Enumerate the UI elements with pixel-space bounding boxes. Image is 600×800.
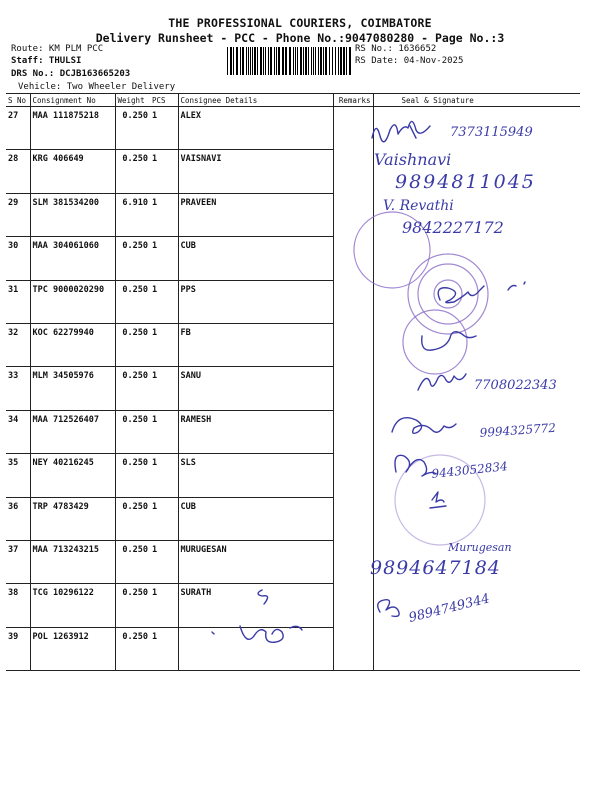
cell-pcs: 1: [150, 454, 178, 497]
cell-seal-signature: [373, 367, 580, 410]
table-row: [6, 584, 580, 627]
cell-weight: 0.250: [115, 237, 150, 280]
table-row: [6, 107, 580, 150]
cell-pcs: 1: [150, 584, 178, 627]
barcode-bar: [257, 47, 258, 75]
cell-sno: 39: [6, 627, 30, 670]
cell-remarks: [333, 497, 373, 540]
cell-consignee: VAISNAVI: [178, 150, 333, 193]
table-row: [6, 237, 580, 280]
document-subtitle: Delivery Runsheet - PCC - Phone No.:9047080280 - Page No.:3: [95, 31, 505, 45]
cell-consignee: PRAVEEN: [178, 193, 333, 236]
barcode-bar: [246, 47, 247, 75]
route-label: Route: KM PLM PCC: [11, 44, 104, 54]
barcode-bar: [311, 47, 312, 75]
cell-weight: 0.250: [115, 410, 150, 453]
col-header-remarks: Remarks: [333, 94, 373, 107]
table-row: [6, 367, 580, 410]
cell-consignment-no: MAA 713243215: [30, 540, 115, 583]
barcode-bar: [289, 47, 291, 75]
cell-remarks: [333, 367, 373, 410]
cell-remarks: [333, 107, 373, 150]
cell-consignment-no: MAA 304061060: [30, 237, 115, 280]
cell-consignment-no: MAA 111875218: [30, 107, 115, 150]
cell-seal-signature: [373, 323, 580, 366]
barcode-bar: [242, 47, 244, 75]
barcode-bar: [260, 47, 262, 75]
drs-number: DRS No.: DCJB163665203: [11, 69, 131, 79]
barcode-bar: [297, 47, 298, 75]
table-row: [6, 454, 580, 497]
cell-remarks: [333, 627, 373, 670]
cell-pcs: 1: [150, 410, 178, 453]
barcode-bar: [315, 47, 316, 75]
handwritten-phone-murugesan: 9894647184: [370, 557, 501, 579]
cell-seal-signature: [373, 280, 580, 323]
cell-remarks: [333, 454, 373, 497]
cell-pcs: 1: [150, 280, 178, 323]
col-header-consignee: Consignee Details: [178, 94, 333, 107]
barcode-bar: [325, 47, 327, 75]
barcode-bar: [268, 47, 269, 75]
cell-weight: 0.250: [115, 107, 150, 150]
handwritten-phone-alex: 7373115949: [450, 125, 533, 140]
cell-remarks: [333, 193, 373, 236]
vehicle-label: Vehicle: Two Wheeler Delivery: [18, 82, 176, 92]
barcode-bar: [300, 47, 302, 75]
cell-seal-signature: [373, 193, 580, 236]
cell-consignee: SANU: [178, 367, 333, 410]
cell-sno: 32: [6, 323, 30, 366]
cell-consignment-no: MAA 712526407: [30, 410, 115, 453]
barcode-bar: [236, 47, 238, 75]
cell-sno: 36: [6, 497, 30, 540]
barcode-bar: [305, 47, 307, 75]
cell-pcs: 1: [150, 237, 178, 280]
cell-sno: 29: [6, 193, 30, 236]
col-header-seal-signature: Seal & Signature: [373, 94, 580, 107]
cell-sno: 31: [6, 280, 30, 323]
document-title: THE PROFESSIONAL COURIERS, COIMBATORE: [168, 16, 432, 30]
barcode-bar: [230, 47, 232, 75]
cell-pcs: 1: [150, 367, 178, 410]
cell-consignee: MURUGESAN: [178, 540, 333, 583]
cell-seal-signature: [373, 150, 580, 193]
cell-pcs: 1: [150, 150, 178, 193]
barcode-bar: [254, 47, 256, 75]
cell-consignment-no: KRG 406649: [30, 150, 115, 193]
cell-consignee: CUB: [178, 237, 333, 280]
cell-weight: 0.250: [115, 323, 150, 366]
cell-sno: 33: [6, 367, 30, 410]
barcode-bar: [349, 47, 351, 75]
cell-weight: 0.250: [115, 454, 150, 497]
barcode-bar: [252, 47, 253, 75]
cell-consignee: SLS: [178, 454, 333, 497]
table-header-row: [6, 94, 580, 107]
barcode-bar: [240, 47, 241, 75]
runsheet-table: [6, 93, 580, 671]
table-row: [6, 540, 580, 583]
cell-weight: 0.250: [115, 627, 150, 670]
barcode-bar: [295, 47, 296, 75]
table-row: [6, 280, 580, 323]
barcode-bar: [265, 47, 266, 75]
cell-consignee: ALEX: [178, 107, 333, 150]
barcode-bar: [227, 47, 228, 75]
cell-consignment-no: NEY 40216245: [30, 454, 115, 497]
barcode-bar: [293, 47, 294, 75]
barcode-bar: [313, 47, 314, 75]
barcode-bar: [318, 47, 319, 75]
handwritten-phone-ramesh: 9994325772: [479, 420, 557, 440]
barcode-bar: [274, 47, 275, 75]
handwritten-phone-surath: 9894749344: [407, 591, 492, 626]
barcode-bar: [340, 47, 342, 75]
barcode-bar: [335, 47, 336, 75]
cell-pcs: 1: [150, 497, 178, 540]
cell-remarks: [333, 410, 373, 453]
handwritten-phone-revathi: 9842227172: [402, 218, 504, 237]
cell-pcs: 1: [150, 627, 178, 670]
handwritten-phone-sls: 9443052834: [430, 459, 509, 481]
barcode-bar: [323, 47, 324, 75]
cell-sno: 37: [6, 540, 30, 583]
cell-sno: 38: [6, 584, 30, 627]
col-header-consignment: Consignment No: [30, 94, 115, 107]
cell-consignee: FB: [178, 323, 333, 366]
barcode-bar: [270, 47, 272, 75]
handwritten-phone-sanu: 7708022343: [474, 378, 557, 393]
barcode-bar: [343, 47, 345, 75]
cell-seal-signature: [373, 410, 580, 453]
cell-consignee: SURATH: [178, 584, 333, 627]
handwritten-name-murugesan: Murugesan: [448, 541, 512, 554]
cell-pcs: 1: [150, 540, 178, 583]
staff-label: Staff: THULSI: [11, 56, 82, 66]
table-row: [6, 323, 580, 366]
barcode-bar: [346, 47, 347, 75]
barcode-bar: [320, 47, 322, 75]
barcode-bar: [332, 47, 333, 75]
cell-sno: 35: [6, 454, 30, 497]
cell-consignment-no: SLM 381534200: [30, 193, 115, 236]
barcode-bar: [233, 47, 234, 75]
barcode-bar: [285, 47, 287, 75]
barcode-bar: [278, 47, 280, 75]
cell-consignee: CUB: [178, 497, 333, 540]
cell-weight: 0.250: [115, 540, 150, 583]
handwritten-phone-vaishnavi: 9894811045: [395, 171, 536, 193]
cell-consignment-no: KOC 62279940: [30, 323, 115, 366]
barcode-bar: [248, 47, 249, 75]
cell-pcs: 1: [150, 323, 178, 366]
cell-weight: 0.250: [115, 150, 150, 193]
cell-remarks: [333, 280, 373, 323]
cell-sno: 27: [6, 107, 30, 150]
barcode-bar: [276, 47, 277, 75]
cell-seal-signature: [373, 584, 580, 627]
cell-pcs: 1: [150, 107, 178, 150]
table-row: [6, 150, 580, 193]
barcode-bar: [329, 47, 330, 75]
cell-remarks: [333, 150, 373, 193]
cell-pcs: 1: [150, 193, 178, 236]
cell-remarks: [333, 323, 373, 366]
barcode-bar: [308, 47, 309, 75]
cell-seal-signature: [373, 497, 580, 540]
cell-seal-signature: [373, 454, 580, 497]
cell-weight: 0.250: [115, 497, 150, 540]
cell-consignment-no: TCG 10296122: [30, 584, 115, 627]
cell-seal-signature: [373, 237, 580, 280]
cell-consignee: RAMESH: [178, 410, 333, 453]
barcode-bar: [338, 47, 339, 75]
cell-weight: 6.910: [115, 193, 150, 236]
table-row: [6, 627, 580, 670]
cell-weight: 0.250: [115, 584, 150, 627]
cell-seal-signature: [373, 627, 580, 670]
cell-sno: 28: [6, 150, 30, 193]
cell-sno: 34: [6, 410, 30, 453]
col-header-weight: Weight: [115, 94, 150, 107]
cell-remarks: [333, 237, 373, 280]
cell-consignment-no: TRP 4783429: [30, 497, 115, 540]
barcode: [227, 47, 351, 75]
barcode-bar: [263, 47, 264, 75]
rs-date: RS Date: 04-Nov-2025: [355, 56, 464, 66]
barcode-bar: [282, 47, 284, 75]
col-header-sno: S No: [6, 94, 30, 107]
cell-sno: 30: [6, 237, 30, 280]
barcode-bar: [303, 47, 304, 75]
table-row: [6, 193, 580, 236]
cell-consignee: [178, 627, 333, 670]
barcode-bar: [250, 47, 251, 75]
cell-seal-signature: [373, 107, 580, 150]
table-row: [6, 410, 580, 453]
cell-consignment-no: TPC 9000020290: [30, 280, 115, 323]
handwritten-name-revathi: V. Revathi: [383, 198, 454, 214]
cell-consignee: PPS: [178, 280, 333, 323]
col-header-pcs: PCS: [150, 94, 178, 107]
cell-consignment-no: POL 1263912: [30, 627, 115, 670]
rs-number: RS No.: 1636652: [355, 44, 437, 54]
cell-weight: 0.250: [115, 367, 150, 410]
cell-remarks: [333, 540, 373, 583]
cell-weight: 0.250: [115, 280, 150, 323]
cell-seal-signature: [373, 540, 580, 583]
cell-remarks: [333, 584, 373, 627]
cell-consignment-no: MLM 34505976: [30, 367, 115, 410]
handwritten-name-vaishnavi: Vaishnavi: [374, 150, 452, 169]
table-row: [6, 497, 580, 540]
